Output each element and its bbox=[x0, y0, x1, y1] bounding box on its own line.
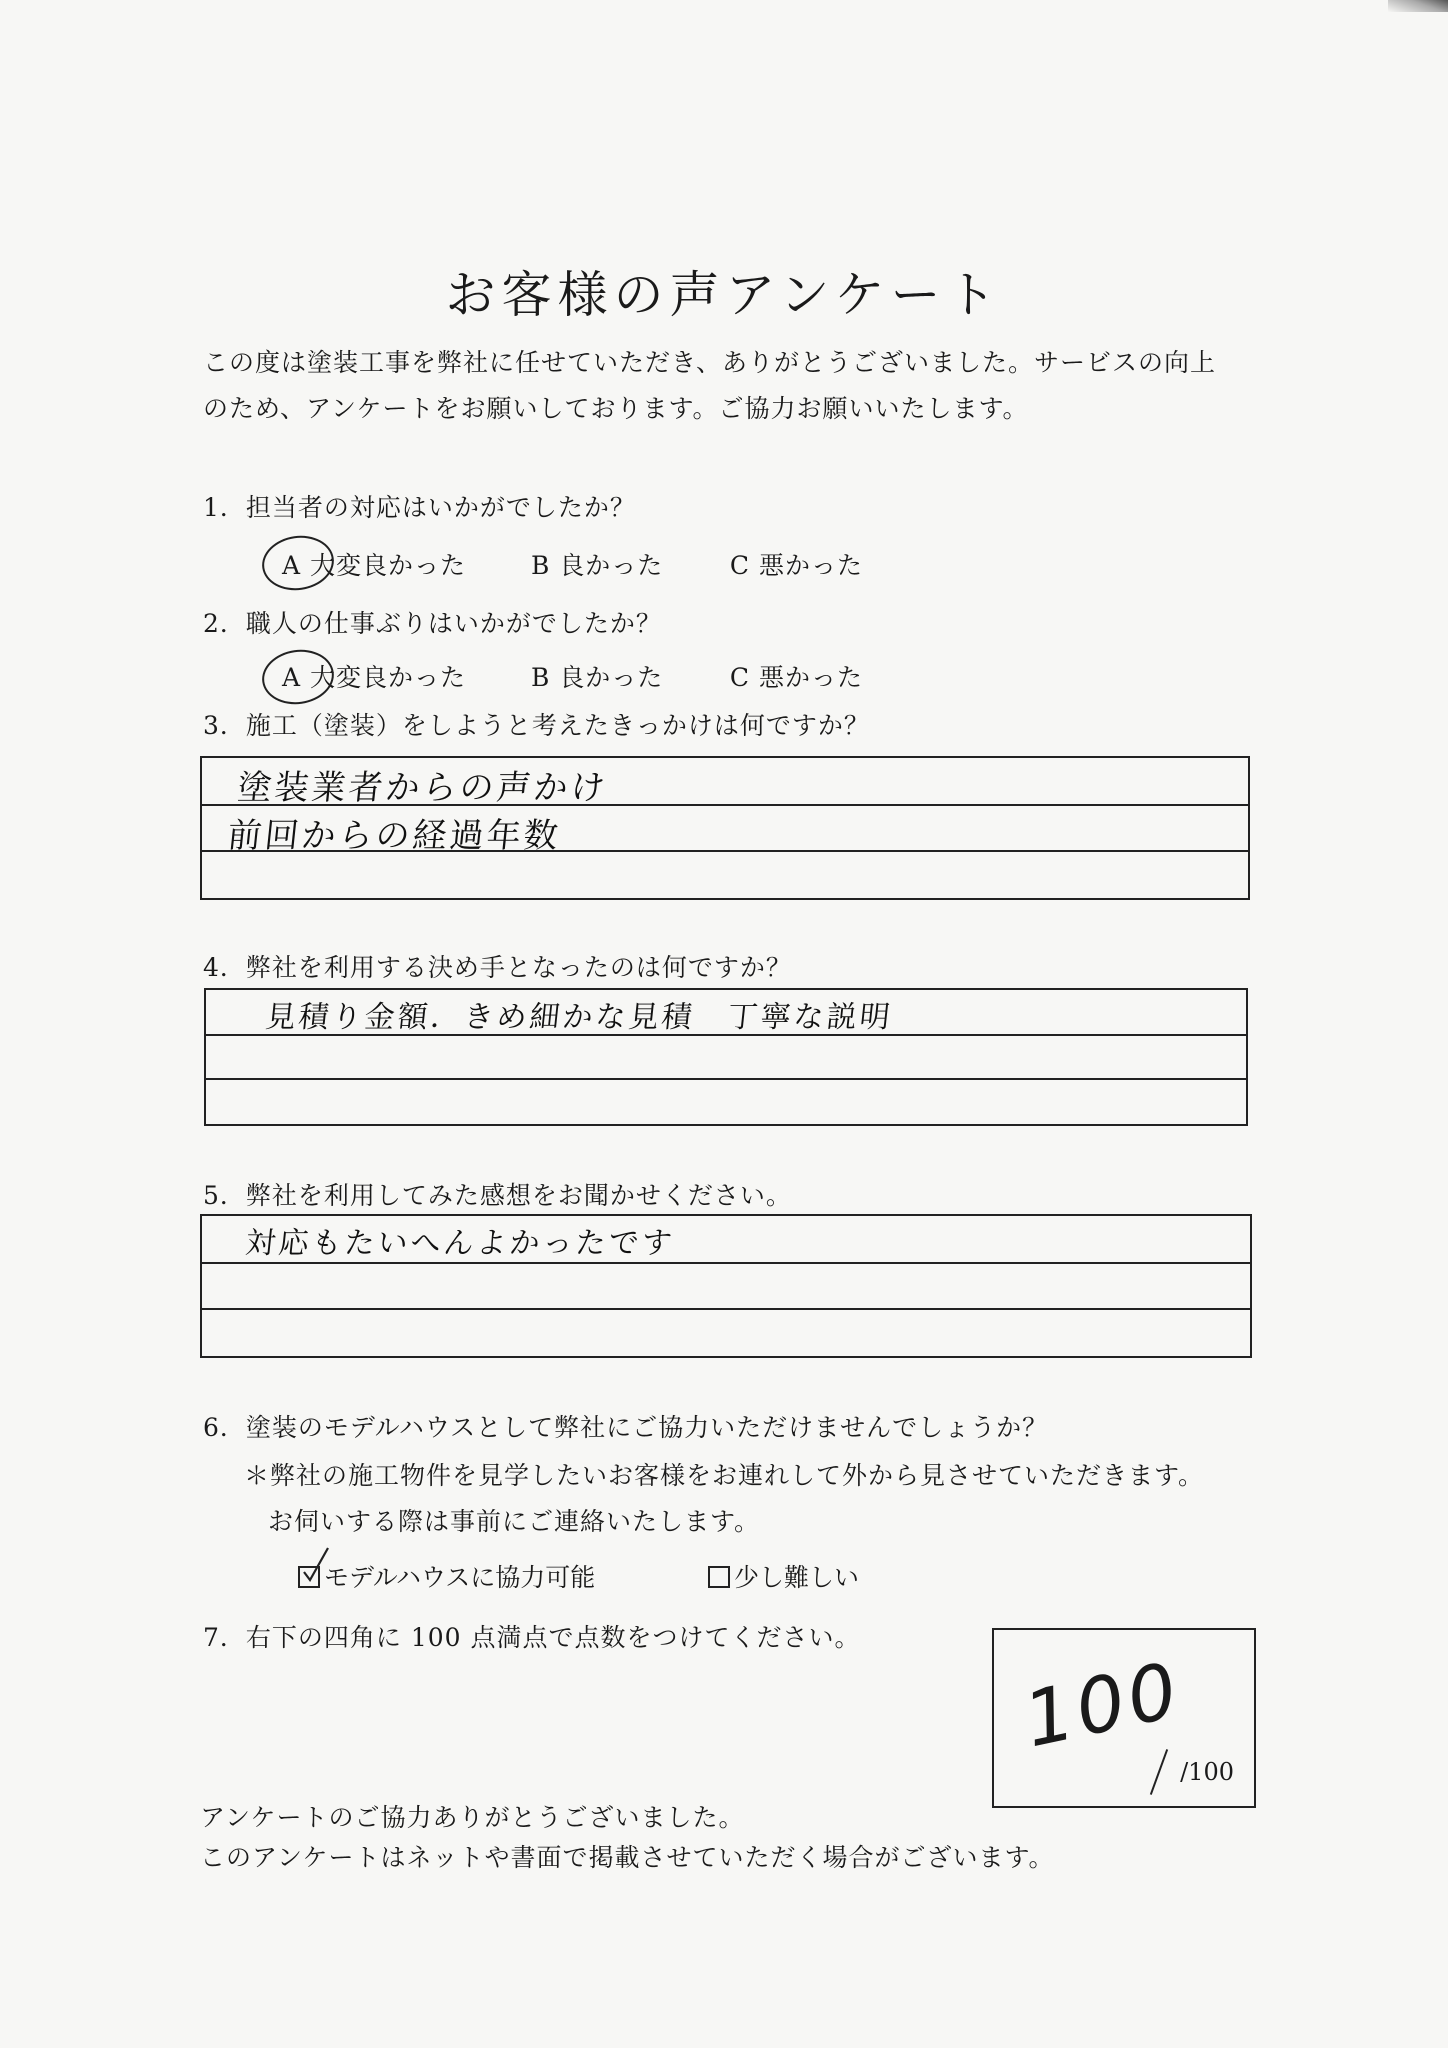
q1-selection-circle bbox=[259, 531, 338, 594]
page-title: お客様の声アンケート bbox=[445, 266, 1003, 324]
scan-corner-shadow bbox=[1388, 0, 1448, 12]
q6-note-2: お伺いする際は事前にご連絡いたします。 bbox=[268, 1507, 761, 1536]
checkbox-checked-icon[interactable] bbox=[298, 1566, 320, 1588]
q6-option-yes[interactable] bbox=[298, 1558, 595, 1594]
q3-answer-box[interactable] bbox=[200, 756, 1250, 900]
q6-option-no[interactable] bbox=[708, 1558, 859, 1594]
q4-row-divider-2 bbox=[206, 1078, 1246, 1080]
q5-row-divider-2 bbox=[202, 1308, 1250, 1310]
score-value: 100 bbox=[1016, 1644, 1189, 1765]
check-mark-icon bbox=[302, 1546, 330, 1582]
q5-answer-1: 対応もたいへんよかったです bbox=[243, 1226, 677, 1261]
question-7: 7．右下の四角に 100 点満点で点数をつけてください。 bbox=[203, 1623, 861, 1652]
question-1: 1．担当者の対応はいかがでしたか？ bbox=[203, 493, 636, 522]
q1-choices bbox=[282, 546, 863, 582]
q2-choice-b[interactable]: B 良かった bbox=[530, 663, 664, 692]
q6-note-1: ＊弊社の施工物件を見学したいお客様をお連れして外から見させていただきます。 bbox=[244, 1461, 1205, 1490]
q5-answer-box[interactable] bbox=[200, 1214, 1252, 1358]
q1-choice-c[interactable]: C 悪かった bbox=[729, 551, 863, 580]
score-box[interactable] bbox=[992, 1628, 1256, 1808]
q1-choice-b[interactable]: B 良かった bbox=[530, 551, 664, 580]
closing-line-2: このアンケートはネットや書面で掲載させていただく場合がございます。 bbox=[200, 1843, 1055, 1872]
q3-answer-1: 塗装業者からの声かけ bbox=[235, 768, 610, 808]
question-2: 2．職人の仕事ぶりはいかがでしたか？ bbox=[203, 609, 662, 638]
question-4: 4．弊社を利用する決め手となったのは何ですか？ bbox=[203, 953, 792, 982]
intro-line-2: のため、アンケートをお願いしております。ご協力お願いいたします。 bbox=[203, 394, 1029, 423]
checkbox-empty-icon[interactable] bbox=[708, 1566, 730, 1588]
question-5: 5．弊社を利用してみた感想をお聞かせください。 bbox=[203, 1181, 792, 1210]
q3-answer-2: 前回からの経過年数 bbox=[225, 816, 563, 856]
question-3: 3．施工（塗装）をしようと考えたきっかけは何ですか？ bbox=[203, 711, 870, 740]
q5-row-divider-1 bbox=[202, 1262, 1250, 1264]
q6-option-no-label: 少し難しい bbox=[734, 1563, 860, 1592]
question-6: 6．塗装のモデルハウスとして弊社にご協力いただけませんでしょうか？ bbox=[203, 1413, 1049, 1442]
q4-answer-box[interactable] bbox=[204, 988, 1248, 1126]
closing-line-1: アンケートのご協力ありがとうございました。 bbox=[200, 1803, 745, 1832]
q1-choice-a[interactable]: A 大変良かった bbox=[282, 551, 467, 580]
score-slash bbox=[1150, 1749, 1168, 1795]
q4-answer-1: 見積り金額．きめ細かな見積 丁寧な説明 bbox=[263, 1000, 895, 1035]
q6-option-yes-label: モデルハウスに協力可能 bbox=[324, 1563, 596, 1592]
q2-choices bbox=[282, 658, 863, 694]
q2-choice-c[interactable]: C 悪かった bbox=[729, 663, 863, 692]
intro-text bbox=[203, 340, 1283, 432]
intro-line-1: この度は塗装工事を弊社に任せていただき、ありがとうございました。サービスの向上 bbox=[203, 348, 1217, 377]
q2-choice-a[interactable]: A 大変良かった bbox=[282, 663, 467, 692]
q2-selection-circle bbox=[259, 645, 338, 708]
score-max: /100 bbox=[1180, 1758, 1234, 1786]
